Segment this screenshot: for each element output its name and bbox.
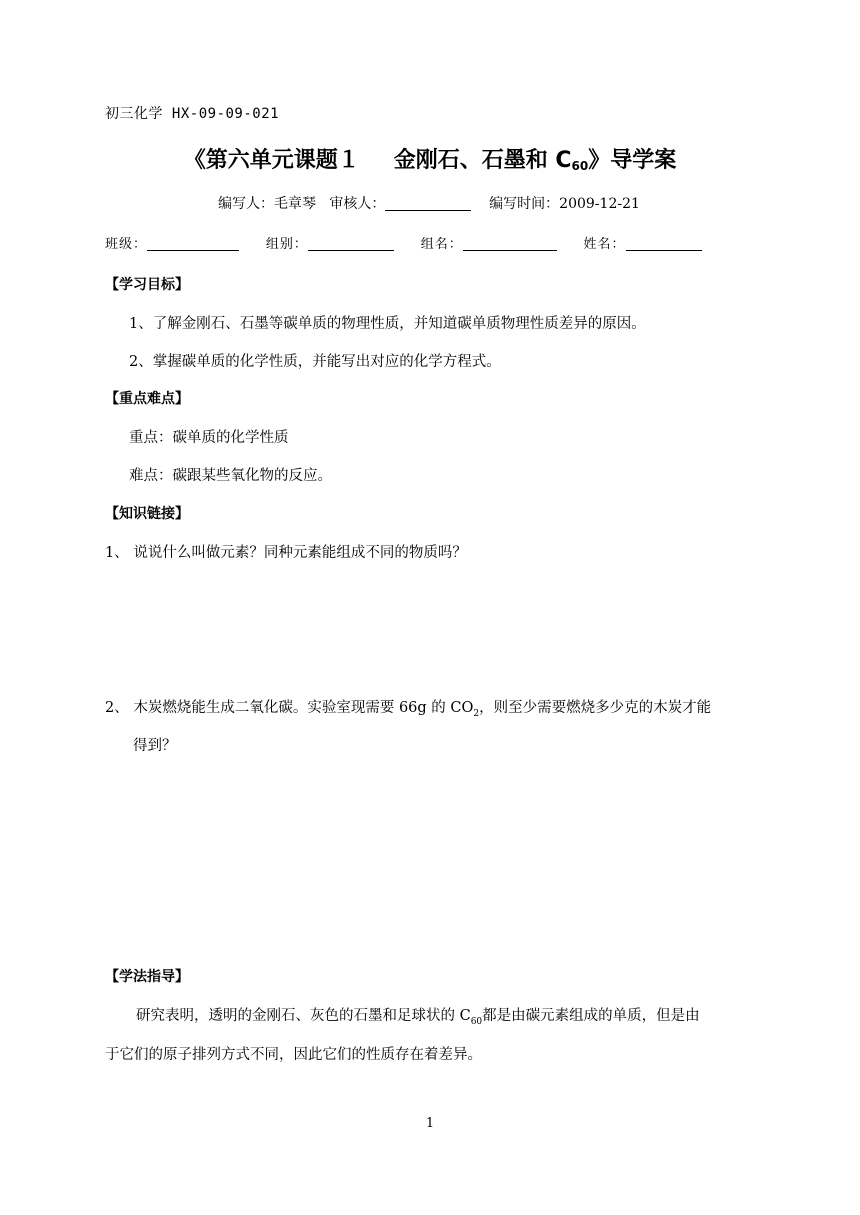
method-text-a: 研究表明，透明的金刚石、灰色的石墨和足球状的 C	[136, 1008, 471, 1024]
method-line-1	[136, 1004, 700, 1027]
c60-subscript: 60	[470, 1016, 483, 1027]
group-name-blank[interactable]	[463, 236, 557, 251]
document-title	[0, 143, 860, 174]
method-text-b: 都是由碳元素组成的单质，但是由	[482, 1008, 700, 1024]
method-line-2: 于它们的原子排列方式不同，因此它们的性质存在着差异。	[105, 1047, 482, 1063]
question-2-line-1	[105, 696, 711, 719]
key-point: 重点：碳单质的化学性质	[129, 430, 289, 446]
title-subscript: 60	[571, 159, 589, 173]
name-blank[interactable]	[626, 236, 702, 251]
title-suffix: 》导学案	[588, 148, 677, 173]
goal-item-1: 1、了解金刚石、石墨等碳单质的物理性质，并知道碳单质物理性质差异的原因。	[129, 316, 646, 332]
method-heading: 【学法指导】	[105, 969, 189, 985]
links-heading: 【知识链接】	[105, 506, 189, 522]
group-name-label: 组名：	[420, 237, 463, 252]
page-number: 1	[425, 1116, 435, 1131]
group-blank[interactable]	[308, 236, 394, 251]
author-label: 编写人：毛章琴	[218, 196, 316, 212]
reviewer-blank[interactable]	[385, 196, 471, 211]
title-main: 金刚石、石墨和 C	[393, 148, 572, 173]
question-2-text-a: 2、 木炭燃烧能生成二氧化碳。实验室现需要 66g 的 CO	[105, 700, 474, 716]
student-info-line	[105, 233, 720, 252]
header-code: 初三化学 HX-09-09-021	[105, 106, 280, 122]
difficult-point: 难点：碳跟某些氧化物的反应。	[129, 468, 332, 484]
meta-line	[218, 193, 640, 213]
class-blank[interactable]	[147, 236, 239, 251]
question-2-line-2: 得到？	[133, 738, 177, 754]
goal-item-2: 2、掌握碳单质的化学性质，并能写出对应的化学方程式。	[129, 354, 501, 370]
co2-subscript: 2	[473, 708, 480, 719]
question-2-text-b: ，则至少需要燃烧多少克的木炭才能	[479, 700, 712, 716]
key-points-heading: 【重点难点】	[105, 391, 189, 407]
title-prefix: 《第六单元课题１	[183, 148, 360, 173]
question-1: 1、 说说什么叫做元素？同种元素能组成不同的物质吗？	[105, 545, 467, 561]
class-label: 班级：	[105, 237, 148, 252]
reviewer-label: 审核人：	[329, 196, 386, 212]
date-label: 编写时间：2009-12-21	[489, 196, 640, 212]
goals-heading: 【学习目标】	[105, 277, 189, 293]
group-label: 组别：	[265, 237, 308, 252]
name-label: 姓名：	[583, 237, 626, 252]
